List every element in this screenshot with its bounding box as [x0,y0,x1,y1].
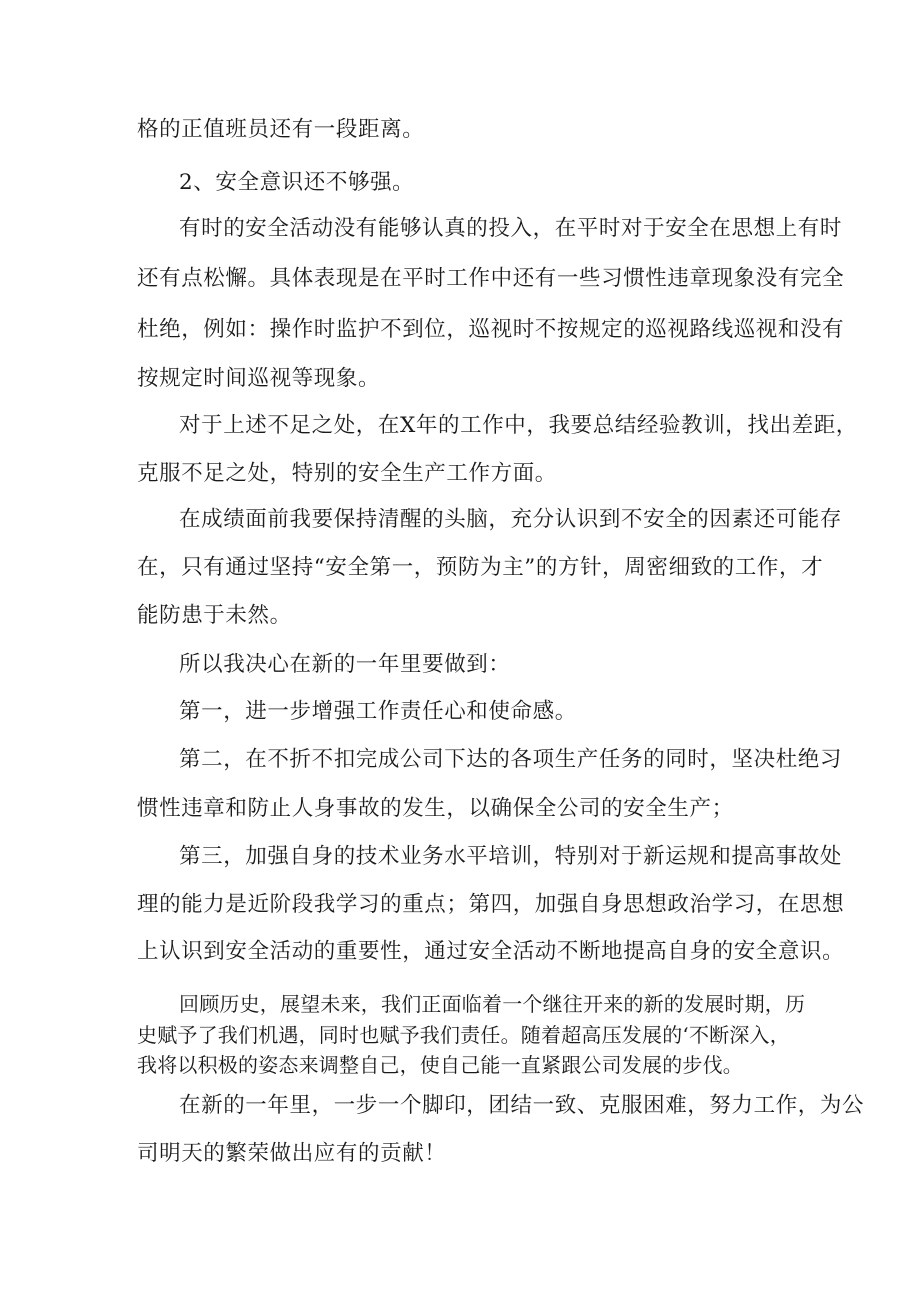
list-item: 第二，在不折不扣完成公司下达的各项生产任务的同时，坚决杜绝习 [179,747,843,772]
text-line: 回顾历史，展望未来，我们正面临着一个继往开来的新的发展时期，历 [179,992,806,1016]
text-line: 在，只有通过坚持“安全第一，预防为主”的方针，周密细致的工作，才 [137,555,824,580]
text-line: 惯性违章和防止人身事故的发生，以确保全公司的安全生产； [137,796,734,821]
text-line: 对于上述不足之处，在X年的工作中，我要总结经验教训，找出差距， [179,413,858,438]
text-line: 史赋予了我们机遇，同时也赋予我们责任。随着超高压发展的‘不断深入， [137,1023,790,1047]
list-item: 第三，加强自身的技术业务水平培训，特别对于新运规和提高事故处 [179,844,843,869]
text-line: 有时的安全活动没有能够认真的投入，在平时对于安全在思想上有时 [179,216,843,241]
text-line: 还有点松懈。具体表现是在平时工作中还有一些习惯性违章现象没有完全 [137,266,845,291]
text-line: 格的正值班员还有一段距离。 [137,117,425,142]
text-line: 所以我决心在新的一年里要做到： [179,652,511,677]
text-line: 上认识到安全活动的重要性，通过安全活动不断地提高自身的安全意识。 [137,939,845,964]
text-line: 理的能力是近阶段我学习的重点；第四，加强自身思想政治学习，在思想 [137,892,845,917]
text-line: 在成绩面前我要保持清醒的头脑，充分认识到不安全的因素还可能存 [179,507,843,532]
text-line: 我将以积极的姿态来调整自己，使自己能一直紧跟公司发展的步伐。 [137,1053,743,1077]
text-line: 司明天的繁荣做出应有的贡献！ [137,1141,447,1166]
text-line: 能防患于未然。 [137,603,292,628]
text-line: 按规定时间巡视等现象。 [137,366,381,391]
section-heading: 2、安全意识还不够强。 [179,170,415,195]
text-line: 克服不足之处，特别的安全生产工作方面。 [137,461,557,486]
text-line: 杜绝，例如：操作时监护不到位，巡视时不按规定的巡视路线巡视和没有 [137,317,845,342]
text-line: 在新的一年里，一步一个脚印，团结一致、克服困难，努力工作，为公 [179,1093,865,1118]
list-item: 第一，进一步增强工作责任心和使命感。 [179,699,577,724]
